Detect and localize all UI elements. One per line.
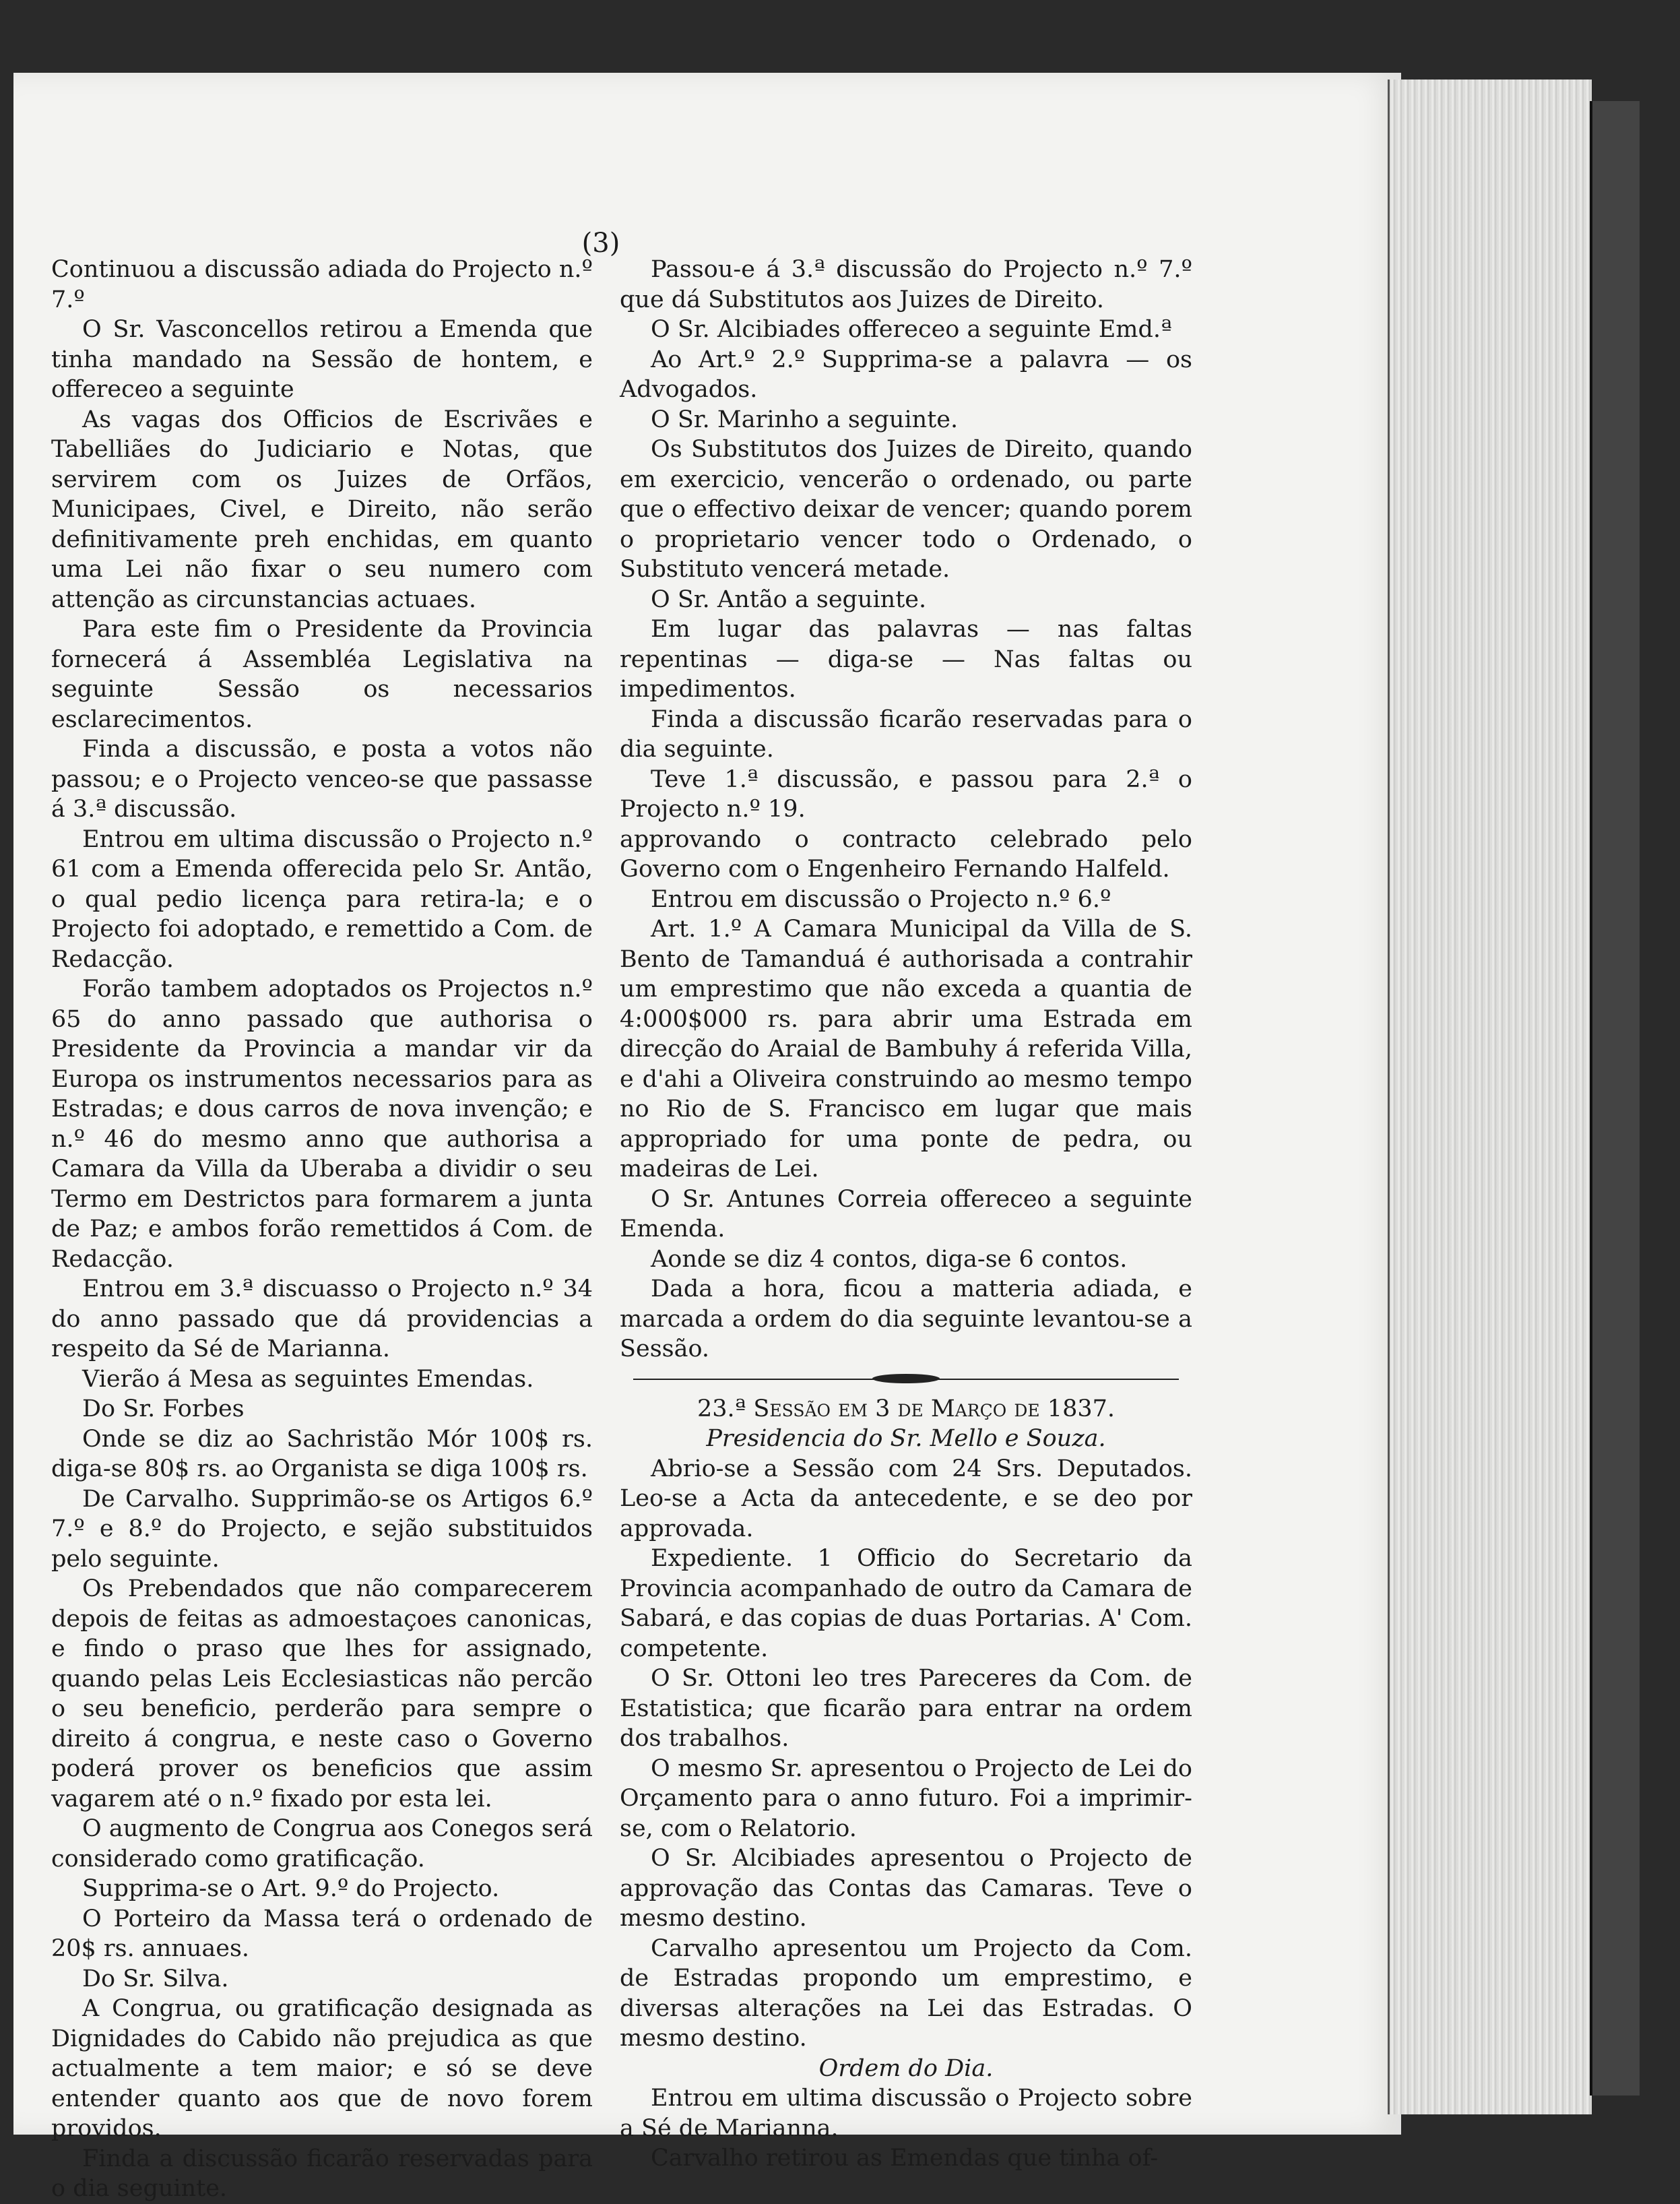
paragraph: De Carvalho. Supprimão-se os Artigos 6.º 7.º e 8.º do Projecto, e sejão substituidos pelo seguinte.: [51, 1485, 593, 1573]
paragraph: O Sr. Marinho a seguinte.: [651, 406, 959, 433]
paragraph: Do Sr. Forbes: [82, 1395, 245, 1422]
paragraph: A Congrua, ou gratificação designada as Dignidades do Cabido não prejudica as que actualmente a tem maior; e só se deve entender quanto aos que de novo forem providos.: [51, 1995, 593, 2142]
paragraph: Entrou em ultima discussão o Projecto sobre a Sé de Marianna.: [620, 2085, 1192, 2142]
paragraph: O Sr. Alcibiades offereceo a seguinte Emd.ª: [651, 316, 1172, 343]
paragraph: Finda a discussão ficarão reservadas para o dia seguinte.: [51, 2145, 593, 2202]
paragraph: O mesmo Sr. apresentou o Projecto de Lei do Orçamento para o anno futuro. Foi a imprimir-se, com o Relatorio.: [620, 1755, 1192, 1842]
paragraph: Em lugar das palavras — nas faltas repentinas — diga-se — Nas faltas ou impedimentos.: [620, 616, 1192, 703]
section-divider: [620, 1364, 1192, 1394]
page-number: (3): [581, 228, 620, 259]
paragraph: approvando o contracto celebrado pelo Governo com o Engenheiro Fernando Halfeld.: [620, 825, 1192, 883]
paragraph: Supprima-se o Art. 9.º do Projecto.: [82, 1875, 500, 1902]
paragraph: Para este fim o Presidente da Provincia fornecerá á Assembléa Legislativa na seguinte Sessão os necessarios esclarecimentos.: [51, 616, 593, 733]
paragraph: Dada a hora, ficou a matteria adiada, e marcada a ordem do dia seguinte levantou-se a Sessão.: [620, 1276, 1192, 1362]
paragraph: Finda a discussão ficarão reservadas para o dia seguinte.: [620, 705, 1192, 763]
paragraph: Os Substitutos dos Juizes de Direito, quando em exercicio, vencerão o ordenado, ou parte que o effectivo deixar de vencer; quando porem o proprietario vencer todo o Ordenado, o Substituto vencerá metade.: [620, 436, 1192, 583]
paragraph: Vierão á Mesa as seguintes Emendas.: [82, 1365, 534, 1393]
paragraph: O Sr. Antunes Correia offereceo a seguinte Emenda.: [620, 1185, 1192, 1242]
book-spine-shadow: [1590, 101, 1640, 2096]
paragraph: Passou-e á 3.ª discussão do Projecto n.º 7.º que dá Substitutos aos Juizes de Direito.: [620, 256, 1192, 313]
paragraph: Art. 1.º A Camara Municipal da Villa de S. Bento de Tamanduá é authorisada a contrahir um emprestimo que não exceda a quantia de 4:000$000 rs. para abrir uma Estrada em direcção do Araial de Bambuhy á referida Villa, e d'ahi a Oliveira construindo ao mesmo tempo no Rio de S. Francisco em lugar que mais appropriado for uma ponte de pedra, ou madeiras de Lei.: [620, 916, 1192, 1183]
paragraph: Aonde se diz 4 contos, diga-se 6 contos.: [651, 1245, 1128, 1273]
paragraph: Expediente. 1 Officio do Secretario da Provincia acompanhado de outro da Camara de Sabará, e das copias de duas Portarias. A' Com. competente.: [620, 1545, 1192, 1662]
paragraph: Ao Art.º 2.º Supprima-se a palavra — os Advogados.: [620, 346, 1192, 403]
paragraph: Entrou em 3.ª discuasso o Projecto n.º 34 do anno passado que dá providencias a respeito da Sé de Marianna.: [51, 1276, 593, 1362]
paragraph: Abrio-se a Sessão com 24 Srs. Deputados. Leo-se a Acta da antecedente, e se deo por approvada.: [620, 1455, 1192, 1542]
paragraph: Continuou a discussão adiada do Projecto n.º 7.º: [51, 256, 593, 313]
page-edges: [1388, 80, 1592, 2114]
paragraph: O Sr. Alcibiades apresentou o Projecto de approvação das Contas das Camaras. Teve o mesmo destino.: [620, 1845, 1192, 1932]
paragraph: Do Sr. Silva.: [82, 1965, 229, 1992]
paragraph: O Porteiro da Massa terá o ordenado de 20$ rs. annuaes.: [51, 1905, 593, 1962]
order-of-day-heading: Ordem do Dia.: [818, 2054, 994, 2082]
paragraph: Teve 1.ª discussão, e passou para 2.ª o Projecto n.º 19.: [620, 765, 1192, 823]
presidency-line: Presidencia do Sr. Mello e Souza.: [706, 1425, 1106, 1452]
paragraph: As vagas dos Officios de Escrivães e Tabelliães do Judiciario e Notas, que servirem com os Juizes de Orfãos, Municipaes, Civel, e Direito, não serão definitivamente preh enchidas, em quanto uma Lei não fixar o seu numero com attenção as circunstancias actuaes.: [51, 406, 593, 613]
paragraph: O Sr. Ottoni leo tres Pareceres da Com. de Estatistica; que ficarão para entrar na ordem dos trabalhos.: [620, 1665, 1192, 1752]
left-column: [51, 255, 593, 2204]
paragraph: Entrou em discussão o Projecto n.º 6.º: [651, 885, 1111, 913]
paragraph: Os Prebendados que não comparecerem depois de feitas as admoestaçoes canonicas, e findo o praso que lhes for assignado, quando pelas Leis Ecclesiasticas não percão o seu beneficio, perderão para sempre o direito á congrua, e neste caso o Governo poderá prover os beneficios que assim vagarem até o n.º fixado por esta lei.: [51, 1575, 593, 1813]
session-title: 23.ª Sessão em 3 de Março de 1837.: [697, 1395, 1115, 1422]
paragraph: Finda a discussão, e posta a votos não passou; e o Projecto venceo-se que passasse á 3.ª discussão.: [51, 736, 593, 823]
right-column: [620, 255, 1192, 2174]
paragraph: Forão tambem adoptados os Projectos n.º 65 do anno passado que authorisa o Presidente da Provincia a mandar vir da Europa os instrumentos necessarios para as Estradas; e dous carros de nova invenção; e n.º 46 do mesmo anno que authorisa a Camara da Villa da Uberaba a dividir o seu Termo em Destrictos para formarem a junta de Paz; e ambos forão remettidos á Com. de Redacção.: [51, 976, 593, 1273]
paragraph: O Sr. Vasconcellos retirou a Emenda que tinha mandado na Sessão de hontem, e offereceo a seguinte: [51, 316, 593, 403]
paragraph: Entrou em ultima discussão o Projecto n.º 61 com a Emenda offerecida pelo Sr. Antão, o qual pedio licença para retira-la; e o Projecto foi adoptado, e remettido a Com. de Redacção.: [51, 825, 593, 973]
paragraph: Onde se diz ao Sachristão Mór 100$ rs. diga-se 80$ rs. ao Organista se diga 100$ rs.: [51, 1425, 593, 1482]
paragraph: O augmento de Congrua aos Conegos será considerado como gratificação.: [51, 1815, 593, 1872]
paragraph: O Sr. Antão a seguinte.: [651, 586, 927, 613]
paragraph: Carvalho apresentou um Projecto da Com. de Estradas propondo um emprestimo, e diversas alterações na Lei das Estradas. O mesmo destino.: [620, 1934, 1192, 2052]
paragraph: Carvalho retirou as Emendas que tinha of-: [651, 2145, 1159, 2172]
